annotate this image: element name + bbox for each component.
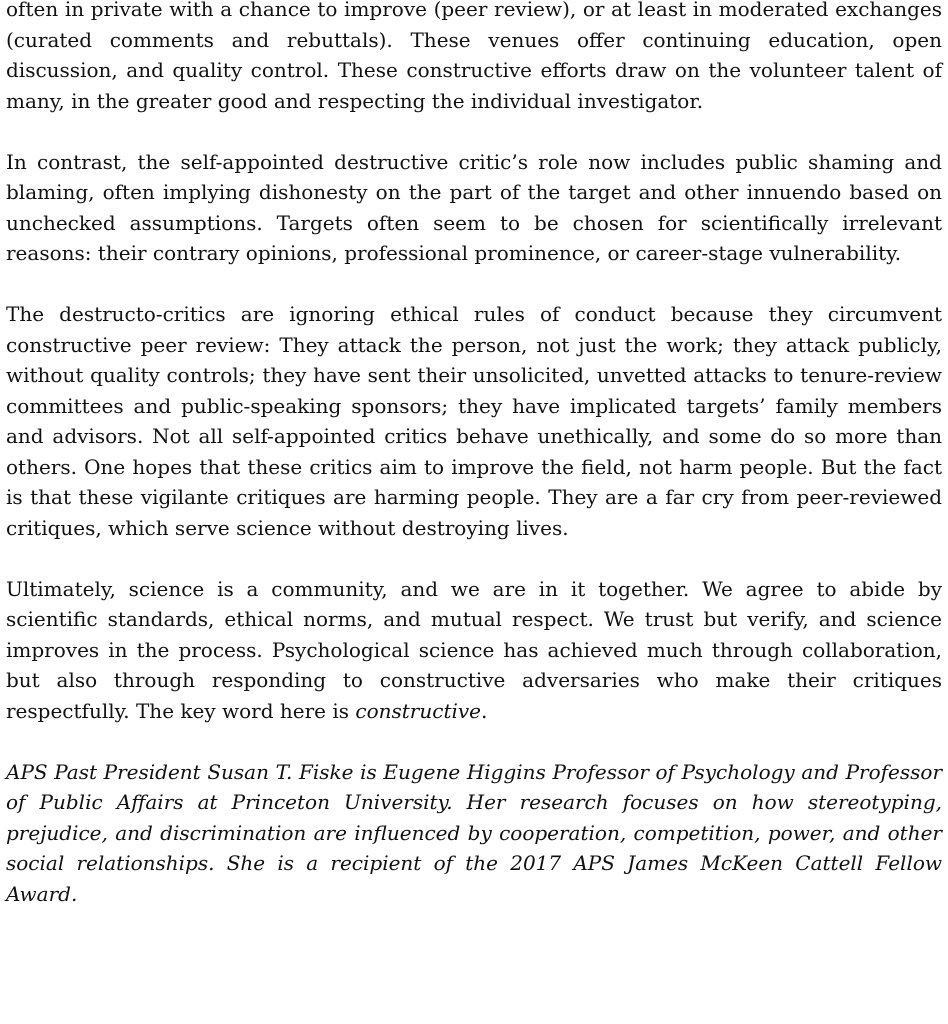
community-end: .: [481, 698, 488, 723]
paragraph-destructo-critics: The destructo-critics are ignoring ethical rules of conduct because they circumvent constructive peer review: They attack the person, not just the work; they attack publicly, without quality controls; they have sent their unsolicited, unvetted attacks to tenure-review committees and public-speaking sponsors; they have implicated targets’ family members and advisors. Not all self-appointed critics behave unethically, and some do so more than others. One hopes that these critics aim to improve the field, not harm people. But the fact is that these vigilante critiques are harming people. They are a far cry from peer-reviewed critiques, which serve science without destroying lives.: [6, 302, 942, 540]
community-text: Ultimately, science is a community, and we are in it together. We agree to abide by scientific standards, ethical norms, and mutual respect. We trust but verify, and science improves in the process. Psychological science has achieved much through collaboration, but also through responding to constructive adversaries who make their critiques respectfully. The key word here is: [6, 576, 942, 723]
paragraph-community: [6, 574, 942, 727]
article-body: [6, 0, 942, 909]
author-bio: APS Past President Susan T. Fiske is Eugene Higgins Professor of Psychology and Professor of Public Affairs at Princeton University. Her research focuses on how stereotyping, prejudice, and discrimination are influenced by cooperation, competition, power, and other social relationships. She is a recipient of the 2017 APS James McKeen Cattell Fellow Award.: [6, 759, 942, 906]
paragraph-peer-review: often in private with a chance to improve (peer review), or at least in moderated exchanges (curated comments and rebuttals). These venues offer continuing education, open discussion, and quality control. These constructive efforts draw on the volunteer talent of many, in the greater good and respecting the individual investigator.: [6, 0, 942, 113]
paragraph-destructive-critic: In contrast, the self-appointed destructive critic’s role now includes public shaming and blaming, often implying dishonesty on the part of the target and other innuendo based on unchecked assumptions. Targets often seem to be chosen for scientifically irrelevant reasons: their contrary opinions, professional prominence, or career-stage vulnerability.: [6, 149, 942, 265]
keyword-constructive: constructive: [355, 698, 482, 723]
